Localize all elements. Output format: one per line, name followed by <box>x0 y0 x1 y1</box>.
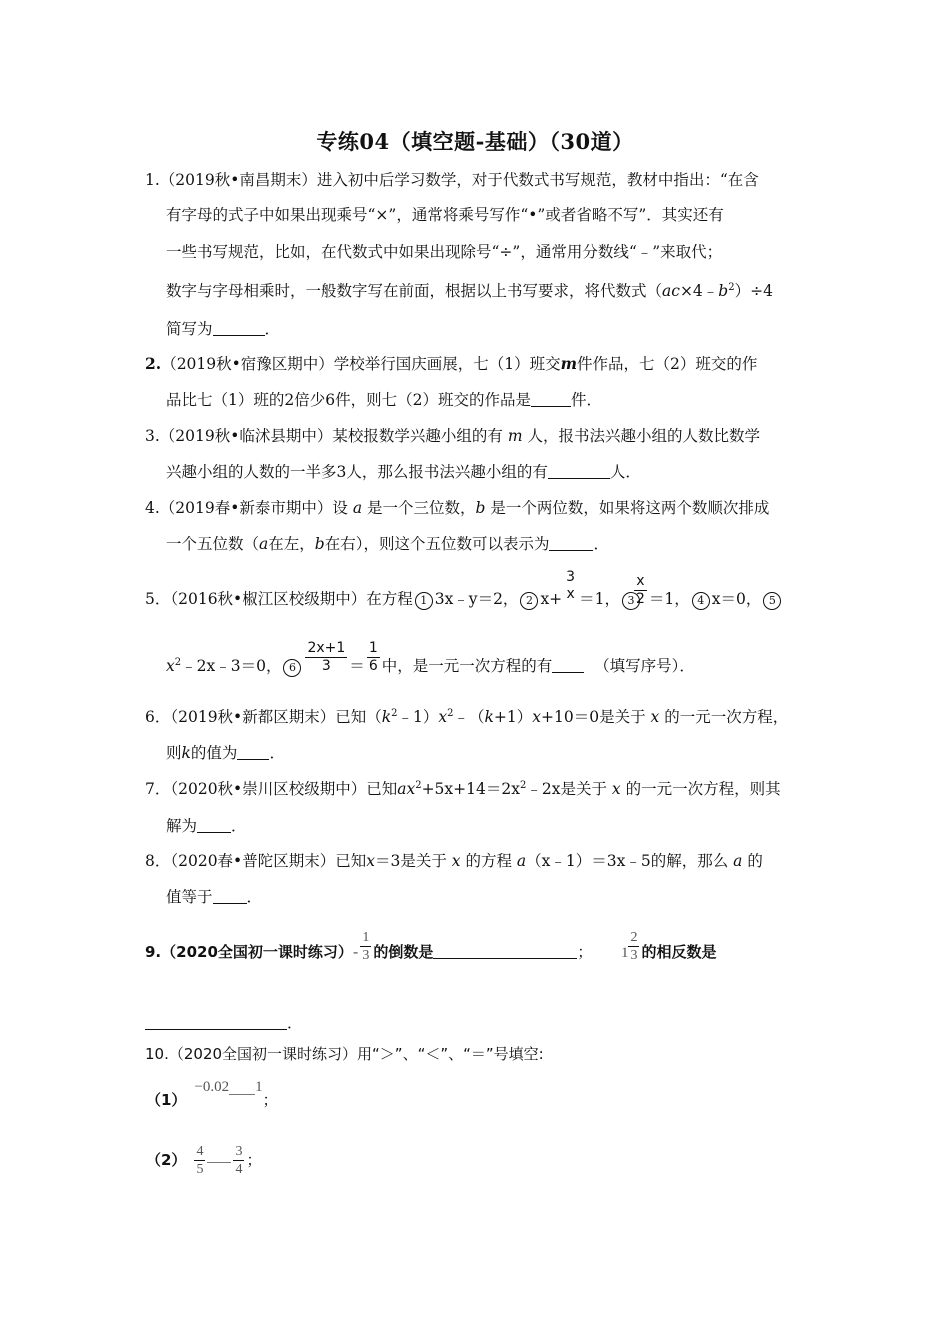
fraction: $\frac{2x+1}{3}$ <box>307 639 346 674</box>
q6-line1: 6．（2019秋•新都区期末）已知$(k^2﹣1)x^2﹣(k+1)x+10=0$是关于 x 的一元一次方程， <box>145 708 789 726</box>
answer-blank[interactable] <box>213 889 247 904</box>
fraction: $\frac{1}{3}$ <box>362 930 370 963</box>
q7-line2: 解为 ． <box>166 817 247 835</box>
circled-number: 4 <box>692 592 710 610</box>
q2-line1: 2.（2019秋•宿豫区期中）学校举行国庆画展，七（1）班交m件作品，七（2）班交的作 <box>145 354 758 373</box>
circled-number: 2 <box>520 592 538 610</box>
q7-line1: 7．（2020秋•崇川区校级期中）已知$ax^2+5x+14=2x^2﹣2x$是关于 x 的一元一次方程，则其 <box>145 780 781 798</box>
q3-line2: 兴趣小组的人数的一半多3人，那么报书法兴趣小组的有 人． <box>166 463 641 481</box>
answer-blank[interactable] <box>552 658 584 673</box>
q9-line1: 9.（2020全国初一课时练习）- $\frac{1}{3}$ 的倒数是 ； 1 $\frac{2}{3}$ 的相反数是 <box>145 930 717 963</box>
fraction: 3 x <box>566 569 576 602</box>
fraction: $\frac{2}{3}$ <box>630 930 638 963</box>
circled-number: 1 <box>415 592 433 610</box>
answer-blank[interactable] <box>145 1015 287 1030</box>
q10-part1: （1）−0.02 1； <box>146 1079 278 1109</box>
q1-line4: 数字与字母相乘时，一般数字写在前面，根据以上书写要求，将代数式$(ac\times 4﹣b^2)\div 4$ <box>166 282 773 300</box>
answer-blank[interactable] <box>531 392 571 407</box>
q1-line5: 简写为 ． <box>166 320 281 338</box>
answer-blank[interactable] <box>197 818 231 833</box>
q9-line2: ． <box>145 1012 303 1034</box>
fraction: $\frac{1}{6}$ <box>368 639 378 674</box>
circled-number: 5 <box>763 592 781 610</box>
circled-number: 3 <box>622 592 640 610</box>
q5-line1: 5．（2016秋•椒江区校级期中）在方程 1 3x﹣y＝2， 2 x+ 3 x ＝1， 3 $\frac{x}{2}$ ＝1， 4 x＝0， 5 <box>145 565 783 633</box>
answer-blank[interactable] <box>207 1148 231 1163</box>
q3-line1: 3.（2019秋•临沭县期中）某校报数学兴趣小组的有 m 人，报书法兴趣小组的人数比数学 <box>145 427 760 445</box>
fraction: $\frac{3}{4}$ <box>235 1144 243 1177</box>
q10-part2: （2） $\frac{4}{5}$ $\frac{3}{4}$ ； <box>146 1144 262 1177</box>
answer-blank[interactable] <box>548 464 610 479</box>
q2-line2: 品比七（1）班的2倍少6件，则七（2）班交的作品是 件． <box>166 391 602 409</box>
q10-line1: 10.（2020全国初一课时练习）用“＞”、“＜”、“＝”号填空: <box>145 1045 544 1063</box>
circled-number: 6 <box>283 659 301 677</box>
answer-blank[interactable] <box>229 1080 255 1095</box>
fraction: $\frac{x}{2}$ <box>635 572 645 607</box>
answer-blank[interactable] <box>433 944 577 959</box>
answer-blank[interactable] <box>213 321 265 336</box>
q1-line3: 一些书写规范，比如，在代数式中如果出现除号“÷”，通常用分数线“﹣”来取代； <box>166 243 723 261</box>
page-title: 专练04（填空题-基础）（30道） <box>316 129 634 154</box>
q4-line2: 一个五位数（a在左，b在右），则这个五位数可以表示为 ． <box>166 535 609 553</box>
answer-blank[interactable] <box>549 536 593 551</box>
q5-line2: $x^2﹣2x﹣3=0$， 6 $\frac{2x+1}{3}$ ＝ $\frac{1}{6}$ 中，是一元一次方程的有 （填写序号）． <box>166 639 695 675</box>
q6-line2: 则k的值为 ． <box>166 744 285 762</box>
q8-line2: 值等于 ． <box>166 888 263 906</box>
q8-line1: 8．（2020春•普陀区期末）已知x＝3是关于 x 的方程 a（x﹣1）＝3x﹣5的解，那么 a 的 <box>145 852 763 870</box>
q1-line1: 1.（2019秋•南昌期末）进入初中后学习数学，对于代数式书写规范，教材中指出：“在含 <box>145 171 759 189</box>
q4-line1: 4.（2019春•新泰市期中）设 a 是一个三位数，b 是一个两位数，如果将这两个数顺次排成 <box>145 499 770 517</box>
answer-blank[interactable] <box>237 745 269 760</box>
fraction: $\frac{4}{5}$ <box>196 1144 204 1177</box>
q1-line2: 有字母的式子中如果出现乘号“×”，通常将乘号写作“•”或者省略不写”．其实还有 <box>166 206 724 224</box>
